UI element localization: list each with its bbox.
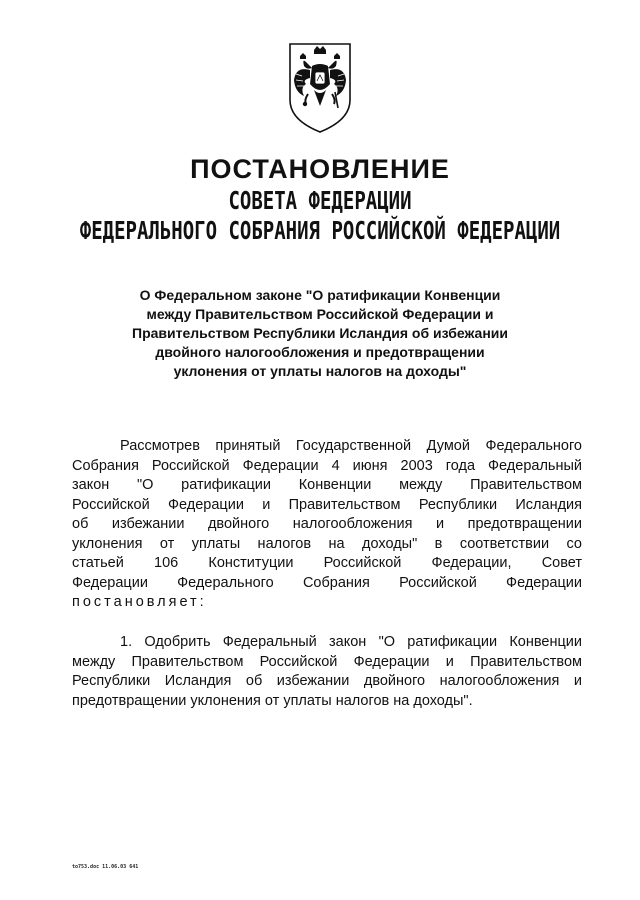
paragraph-line: закон "О ратификации Конвенции между Правительством	[72, 477, 582, 493]
coat-of-arms-emblem-icon	[280, 40, 360, 136]
paragraph-line: статьей 106 Конституции Российской Федерации, Совет	[72, 555, 582, 571]
subject-line: уклонения от уплаты налогов на доходы"	[173, 363, 467, 379]
paragraph-line: Республики Исландия об избежании двойного налогообложения и	[72, 673, 582, 689]
paragraph-line: предотвращении уклонения от уплаты налогов на доходы".	[72, 692, 473, 709]
document-title: ПОСТАНОВЛЕНИЕ	[190, 154, 450, 184]
paragraph-line: Собрания Российской Федерации 4 июня 2003 года Федеральный	[72, 457, 582, 474]
resolution-word: постановляет:	[72, 594, 207, 610]
issuer-line-2: ФЕДЕРАЛЬНОГО СОБРАНИЯ РОССИЙСКОЙ ФЕДЕРАЦИИ	[79, 216, 561, 246]
body-paragraph-1	[72, 437, 582, 613]
file-reference: to753.doc 11.06.03 641	[72, 864, 139, 870]
subject-line: Правительством Республики Исландия об избежании	[132, 325, 508, 341]
document-subject	[90, 286, 550, 381]
paragraph-line: 1. Одобрить Федеральный закон "О ратификации Конвенции	[120, 634, 582, 650]
subject-line: между Правительством Российской Федерации и	[146, 306, 494, 322]
paragraph-line: Рассмотрев принятый Государственной Думой Федерального	[120, 438, 582, 454]
issuer-line-1: СОВЕТА ФЕДЕРАЦИИ	[228, 186, 412, 216]
subject-line: двойного налогообложения и предотвращении	[155, 344, 485, 360]
paragraph-line: между Правительством Российской Федерации и Правительством	[72, 653, 582, 670]
body-paragraph-2	[72, 633, 582, 711]
paragraph-line: Федерации Федерального Собрания Российской Федерации	[72, 574, 582, 591]
paragraph-line: Российской Федерации и Правительством Республики Исландия	[72, 496, 582, 513]
subject-line: О Федеральном законе "О ратификации Конвенции	[139, 287, 501, 303]
paragraph-line: об избежании двойного налогообложения и предотвращении	[72, 516, 582, 532]
paragraph-line: уклонения от уплаты налогов на доходы" в соответствии со	[72, 535, 582, 552]
